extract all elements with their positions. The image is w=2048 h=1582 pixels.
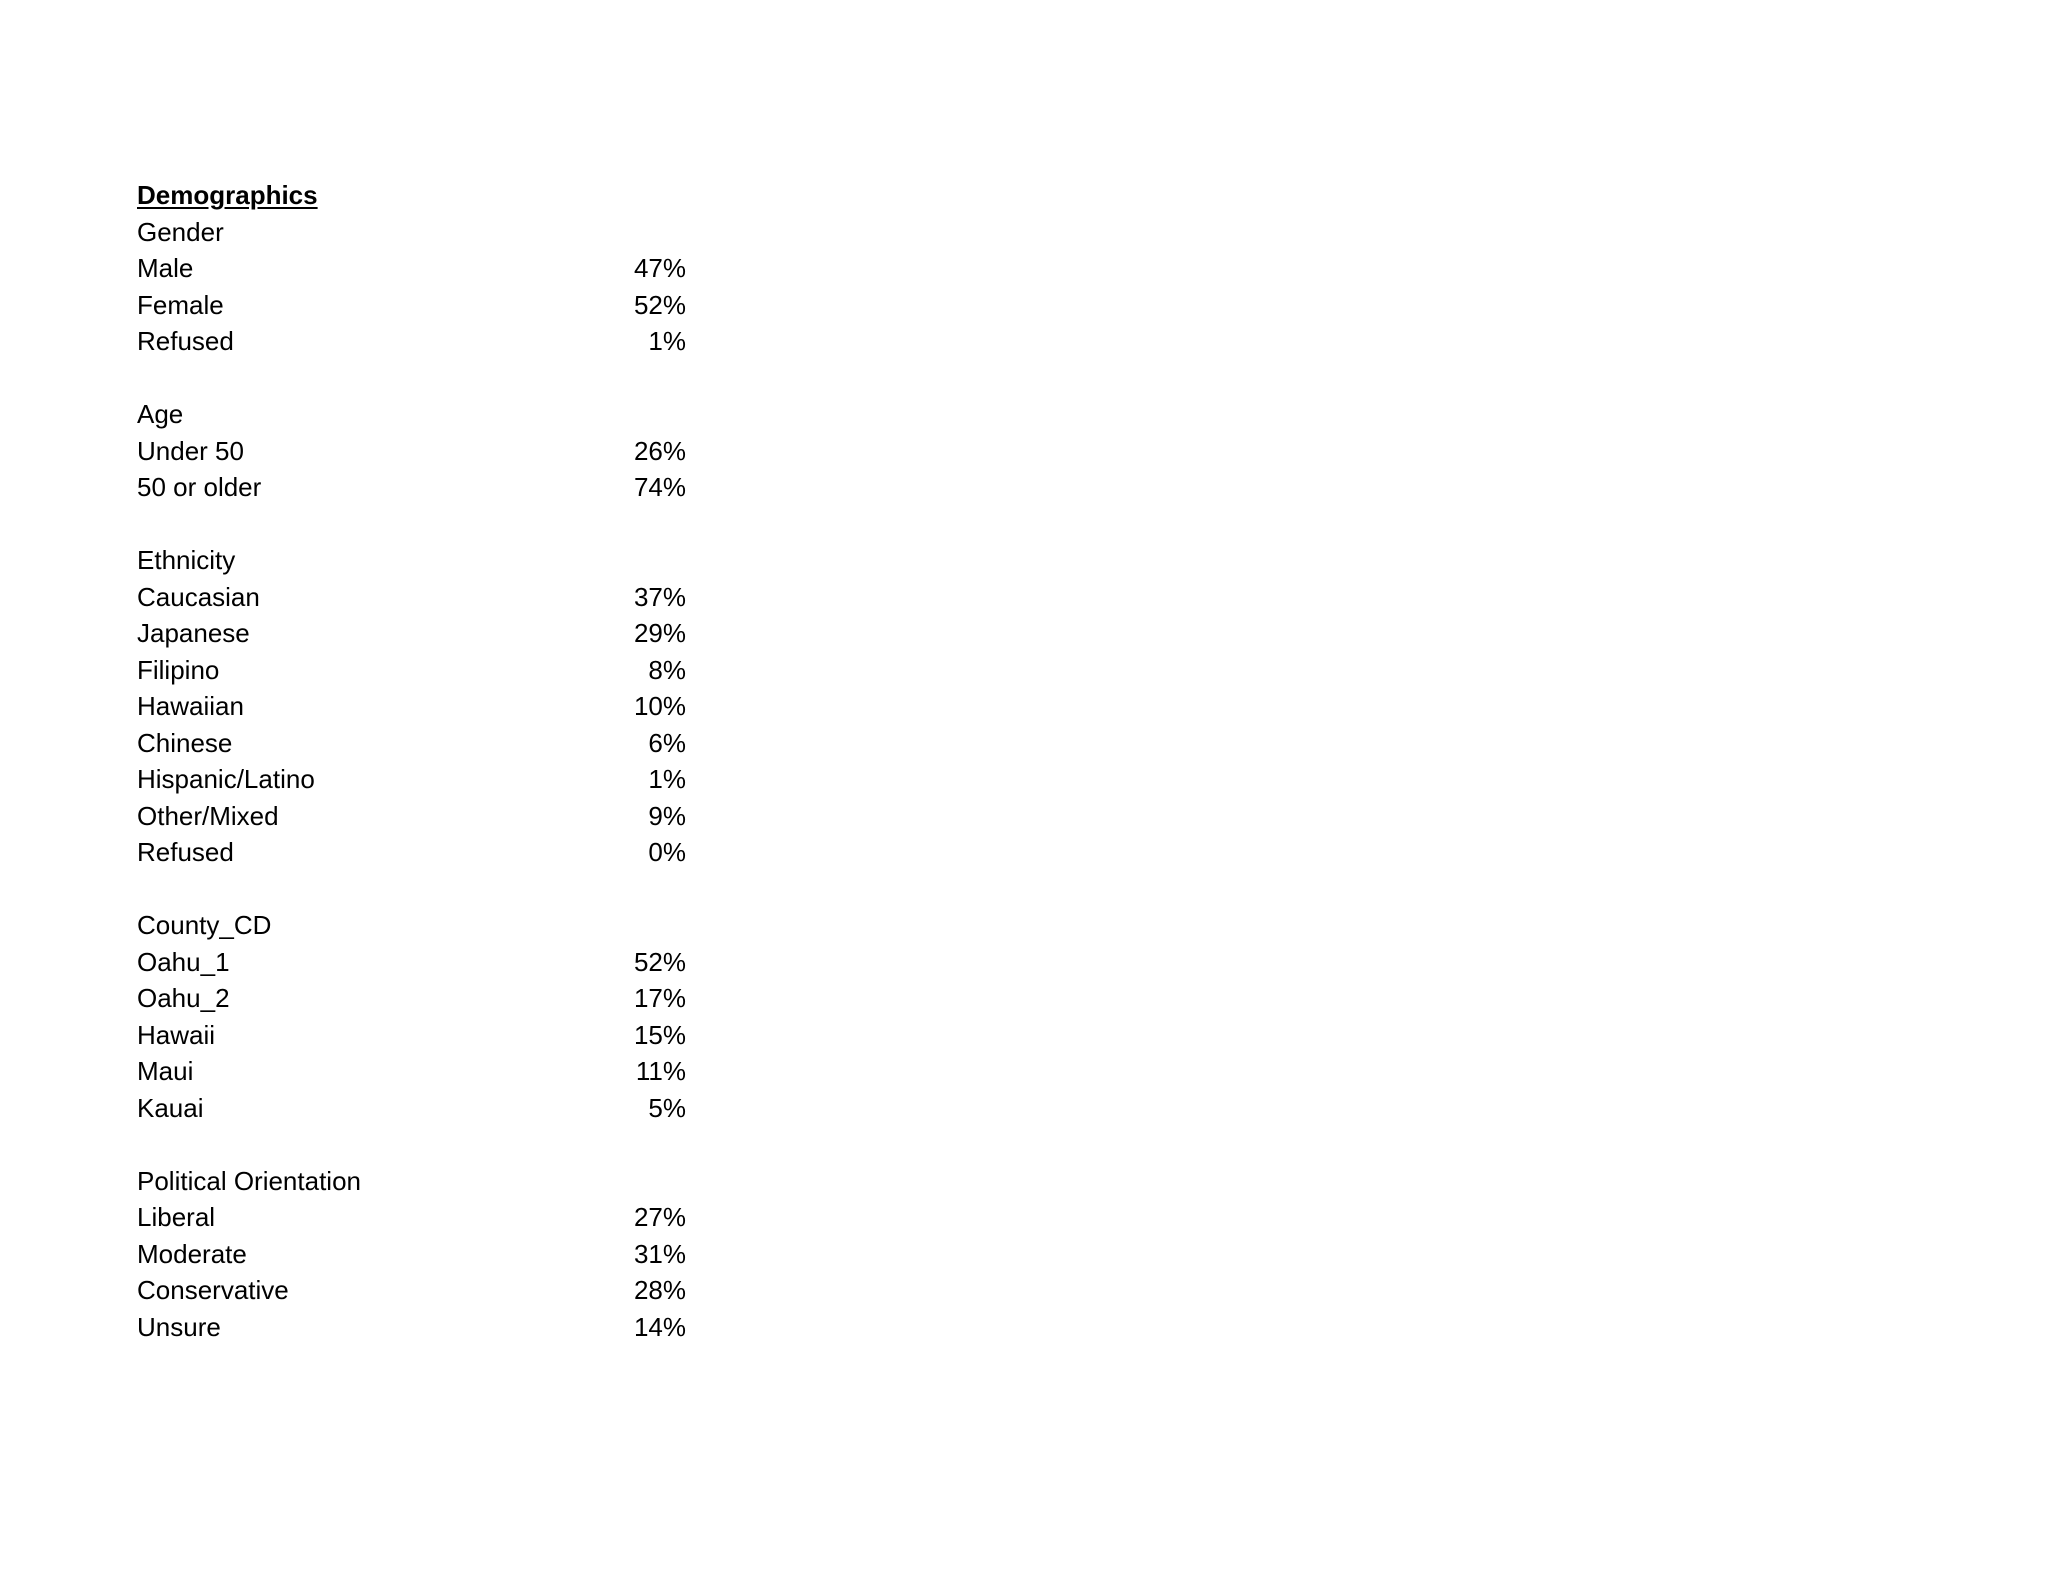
section-heading: Age [137,399,184,429]
table-row [137,287,697,324]
table-row [137,834,697,871]
row-label: Japanese [137,618,250,648]
row-value: 10% [633,691,686,721]
row-value: 1% [648,764,686,794]
row-label: Refused [137,326,234,356]
section-spacer [137,871,697,908]
row-value: 27% [633,1202,686,1232]
row-value: 26% [633,435,686,466]
row-label: Oahu_1 [137,946,230,977]
table-row [137,1090,697,1127]
row-label: Kauai [137,1092,204,1123]
section-heading: Ethnicity [137,545,236,575]
row-label: Refused [137,837,234,867]
table-row [137,798,697,835]
section-spacer [137,360,697,397]
section-heading-row-gender [137,214,697,251]
row-value: 29% [633,618,686,648]
section-heading: County_CD [137,910,272,940]
table-row [137,469,697,506]
row-value: 37% [633,581,686,612]
table-row [137,688,697,725]
row-label: Moderate [137,1238,247,1269]
row-label: Chinese [137,727,233,758]
row-value: 5% [648,1092,686,1123]
table-row [137,1017,697,1054]
row-value: 17% [633,983,686,1013]
row-label: Hawaii [137,1019,216,1050]
sections-container [137,214,697,1346]
section-spacer [137,1126,697,1163]
row-label: Under 50 [137,435,244,466]
row-label: 50 or older [137,472,262,502]
table-row [137,1272,697,1309]
row-label: Male [137,253,194,283]
table-row [137,980,697,1017]
row-label: Liberal [137,1202,216,1232]
row-value: 47% [633,253,686,283]
row-value: 6% [648,727,686,758]
section-heading-row-ethnicity [137,542,697,579]
row-value: 14% [633,1311,686,1342]
section-heading-row-age [137,396,697,433]
row-value: 11% [635,1056,686,1086]
row-label: Filipino [137,654,220,685]
demographics-sheet [137,177,697,1345]
row-label: Conservative [137,1275,289,1305]
row-value: 74% [633,472,686,502]
row-label: Maui [137,1056,194,1086]
table-row [137,250,697,287]
row-value: 1% [648,326,686,356]
section-heading: Gender [137,216,224,247]
table-row [137,1236,697,1273]
table-row [137,725,697,762]
row-value: 9% [648,800,686,831]
table-row [137,323,697,360]
row-value: 31% [633,1238,686,1269]
section-heading-row-county-cd [137,907,697,944]
row-value: 28% [633,1275,686,1305]
table-row [137,944,697,981]
row-label: Female [137,289,224,320]
row-value: 52% [633,289,686,320]
table-row [137,652,697,689]
title-row [137,177,697,214]
table-row [137,761,697,798]
table-row [137,433,697,470]
row-value: 8% [648,654,686,685]
row-label: Unsure [137,1311,221,1342]
page-title: Demographics [137,180,318,210]
row-value: 52% [633,946,686,977]
section-heading-row-political-orientation [137,1163,697,1200]
table-row [137,1053,697,1090]
table-row [137,579,697,616]
table-row [137,615,697,652]
table-row [137,1199,697,1236]
row-label: Other/Mixed [137,800,279,831]
row-label: Hawaiian [137,691,244,721]
row-label: Hispanic/Latino [137,764,315,794]
row-label: Oahu_2 [137,983,230,1013]
row-value: 0% [648,837,686,867]
section-spacer [137,506,697,543]
section-heading: Political Orientation [137,1165,361,1196]
row-value: 15% [633,1019,686,1050]
table-row [137,1309,697,1346]
row-label: Caucasian [137,581,260,612]
